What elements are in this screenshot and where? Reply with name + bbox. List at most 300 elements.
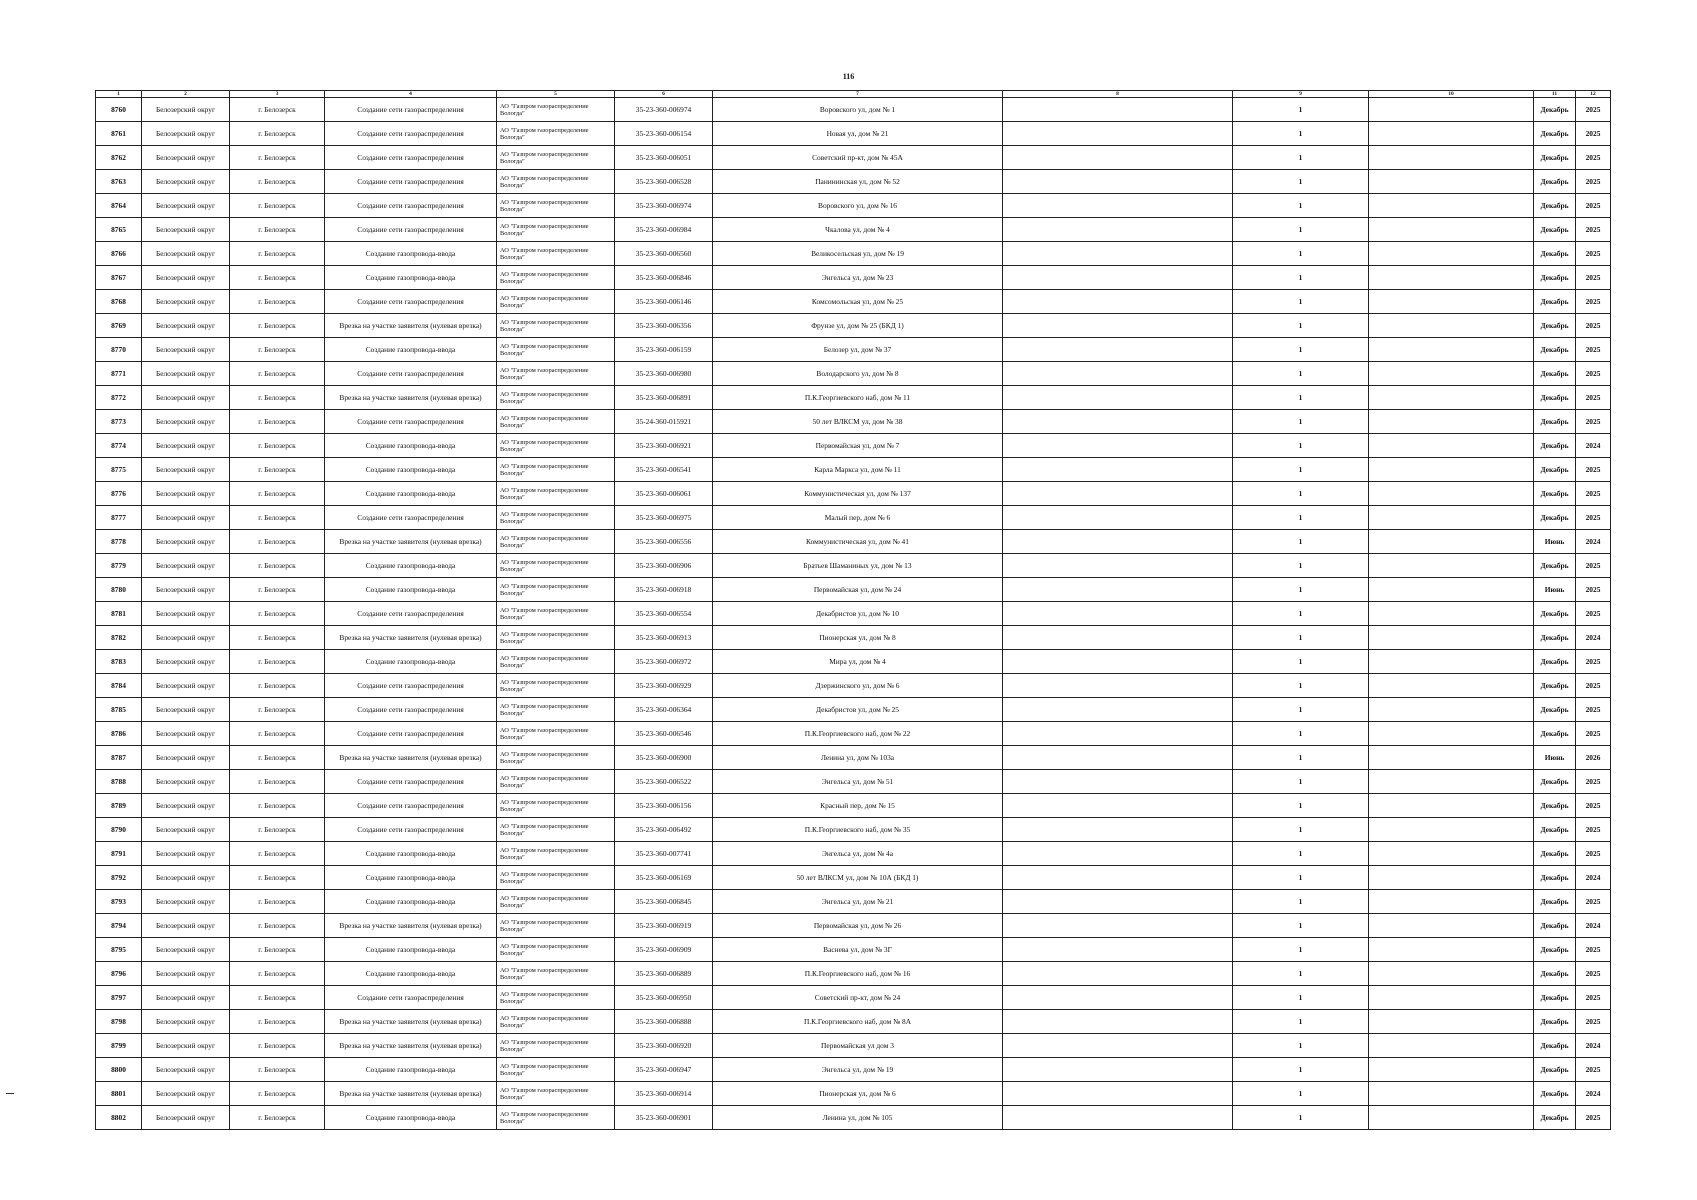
address-cell: Ленина ул, дом № 103а [713, 746, 1003, 770]
row-number-cell: 8788 [96, 770, 142, 794]
row-number-cell: 8789 [96, 794, 142, 818]
address-cell: Панининская ул, дом № 52 [713, 170, 1003, 194]
address-cell: Братьев Шаманиных ул, дом № 13 [713, 554, 1003, 578]
month-cell: Июнь [1534, 746, 1576, 770]
table-row [96, 1034, 1611, 1058]
address-cell: Первомайская ул, дом № 24 [713, 578, 1003, 602]
month-cell: Декабрь [1534, 986, 1576, 1010]
row-number-cell: 8769 [96, 314, 142, 338]
quantity-cell: 1 [1233, 890, 1369, 914]
city-cell: г. Белозерск [230, 770, 325, 794]
empty-cell [1003, 410, 1233, 434]
district-cell: Белозерский округ [142, 242, 230, 266]
month-cell: Декабрь [1534, 650, 1576, 674]
work-type-cell: Создание сети газораспределения [325, 770, 497, 794]
quantity-cell: 1 [1233, 1082, 1369, 1106]
empty-cell [1369, 674, 1534, 698]
quantity-cell: 1 [1233, 170, 1369, 194]
quantity-cell: 1 [1233, 266, 1369, 290]
quantity-cell: 1 [1233, 362, 1369, 386]
empty-cell [1369, 98, 1534, 122]
empty-cell [1003, 1058, 1233, 1082]
district-cell: Белозерский округ [142, 194, 230, 218]
city-cell: г. Белозерск [230, 866, 325, 890]
row-number-cell: 8784 [96, 674, 142, 698]
empty-cell [1369, 194, 1534, 218]
table-row [96, 1106, 1611, 1130]
year-cell: 2024 [1576, 1082, 1611, 1106]
empty-cell [1003, 746, 1233, 770]
empty-cell [1369, 482, 1534, 506]
table-row [96, 410, 1611, 434]
network-owner-cell: АО "Газпром газораспределение Вологда" [497, 746, 615, 770]
quantity-cell: 1 [1233, 650, 1369, 674]
application-id-cell: 35-23-360-006972 [615, 650, 713, 674]
table-row [96, 338, 1611, 362]
address-cell: Пионерская ул, дом № 8 [713, 626, 1003, 650]
application-id-cell: 35-23-360-006560 [615, 242, 713, 266]
district-cell: Белозерский округ [142, 122, 230, 146]
year-cell: 2025 [1576, 818, 1611, 842]
address-cell: Малый пер, дом № 6 [713, 506, 1003, 530]
network-owner-cell: АО "Газпром газораспределение Вологда" [497, 98, 615, 122]
city-cell: г. Белозерск [230, 1106, 325, 1130]
column-number: 8 [1003, 91, 1233, 98]
empty-cell [1369, 1034, 1534, 1058]
table-row [96, 770, 1611, 794]
address-cell: Коммунистическая ул, дом № 41 [713, 530, 1003, 554]
row-number-cell: 8760 [96, 98, 142, 122]
work-type-cell: Создание газопровода-ввода [325, 890, 497, 914]
district-cell: Белозерский округ [142, 506, 230, 530]
network-owner-cell: АО "Газпром газораспределение Вологда" [497, 794, 615, 818]
quantity-cell: 1 [1233, 986, 1369, 1010]
month-cell: Декабрь [1534, 842, 1576, 866]
district-cell: Белозерский округ [142, 314, 230, 338]
city-cell: г. Белозерск [230, 914, 325, 938]
column-number: 3 [230, 91, 325, 98]
table-row [96, 698, 1611, 722]
empty-cell [1003, 1034, 1233, 1058]
empty-cell [1003, 674, 1233, 698]
application-id-cell: 35-23-360-006891 [615, 386, 713, 410]
empty-cell [1369, 986, 1534, 1010]
work-type-cell: Врезка на участке заявителя (нулевая врезка) [325, 746, 497, 770]
city-cell: г. Белозерск [230, 1082, 325, 1106]
application-id-cell: 35-23-360-006918 [615, 578, 713, 602]
table-row [96, 170, 1611, 194]
network-owner-cell: АО "Газпром газораспределение Вологда" [497, 722, 615, 746]
empty-cell [1003, 170, 1233, 194]
empty-cell [1369, 794, 1534, 818]
column-number: 4 [325, 91, 497, 98]
year-cell: 2025 [1576, 1106, 1611, 1130]
network-owner-cell: АО "Газпром газораспределение Вологда" [497, 602, 615, 626]
application-id-cell: 35-23-360-006554 [615, 602, 713, 626]
table-row [96, 386, 1611, 410]
column-number: 9 [1233, 91, 1369, 98]
application-id-cell: 35-23-360-006356 [615, 314, 713, 338]
work-type-cell: Создание газопровода-ввода [325, 938, 497, 962]
address-cell: Первомайская ул, дом № 7 [713, 434, 1003, 458]
city-cell: г. Белозерск [230, 506, 325, 530]
quantity-cell: 1 [1233, 218, 1369, 242]
city-cell: г. Белозерск [230, 122, 325, 146]
work-type-cell: Создание сети газораспределения [325, 698, 497, 722]
table-row [96, 482, 1611, 506]
month-cell: Декабрь [1534, 194, 1576, 218]
address-cell: Коммунистическая ул, дом № 137 [713, 482, 1003, 506]
table-row [96, 506, 1611, 530]
empty-cell [1003, 818, 1233, 842]
table-row [96, 434, 1611, 458]
month-cell: Декабрь [1534, 914, 1576, 938]
table-row [96, 650, 1611, 674]
row-number-cell: 8774 [96, 434, 142, 458]
year-cell: 2024 [1576, 626, 1611, 650]
row-number-cell: 8768 [96, 290, 142, 314]
application-id-cell: 35-23-360-006845 [615, 890, 713, 914]
empty-cell [1003, 506, 1233, 530]
district-cell: Белозерский округ [142, 410, 230, 434]
empty-cell [1003, 842, 1233, 866]
district-cell: Белозерский округ [142, 146, 230, 170]
month-cell: Декабрь [1534, 386, 1576, 410]
city-cell: г. Белозерск [230, 194, 325, 218]
empty-cell [1003, 722, 1233, 746]
network-owner-cell: АО "Газпром газораспределение Вологда" [497, 122, 615, 146]
network-owner-cell: АО "Газпром газораспределение Вологда" [497, 338, 615, 362]
row-number-cell: 8775 [96, 458, 142, 482]
month-cell: Декабрь [1534, 554, 1576, 578]
year-cell: 2025 [1576, 674, 1611, 698]
table-row [96, 242, 1611, 266]
column-number: 1 [96, 91, 142, 98]
month-cell: Декабрь [1534, 818, 1576, 842]
city-cell: г. Белозерск [230, 986, 325, 1010]
empty-cell [1369, 218, 1534, 242]
table-row [96, 962, 1611, 986]
work-type-cell: Создание газопровода-ввода [325, 866, 497, 890]
district-cell: Белозерский округ [142, 770, 230, 794]
empty-cell [1369, 770, 1534, 794]
empty-cell [1369, 1106, 1534, 1130]
application-id-cell: 35-23-360-006913 [615, 626, 713, 650]
city-cell: г. Белозерск [230, 386, 325, 410]
empty-cell [1369, 746, 1534, 770]
empty-cell [1369, 842, 1534, 866]
application-id-cell: 35-23-360-006900 [615, 746, 713, 770]
month-cell: Декабрь [1534, 362, 1576, 386]
empty-cell [1003, 434, 1233, 458]
year-cell: 2025 [1576, 794, 1611, 818]
city-cell: г. Белозерск [230, 362, 325, 386]
city-cell: г. Белозерск [230, 1010, 325, 1034]
city-cell: г. Белозерск [230, 266, 325, 290]
address-cell: Воровского ул, дом № 16 [713, 194, 1003, 218]
table-row [96, 578, 1611, 602]
address-cell: Чкалова ул, дом № 4 [713, 218, 1003, 242]
network-owner-cell: АО "Газпром газораспределение Вологда" [497, 314, 615, 338]
work-type-cell: Создание газопровода-ввода [325, 554, 497, 578]
table-row [96, 602, 1611, 626]
table-row [96, 530, 1611, 554]
network-owner-cell: АО "Газпром газораспределение Вологда" [497, 218, 615, 242]
year-cell: 2025 [1576, 578, 1611, 602]
empty-cell [1003, 1010, 1233, 1034]
work-type-cell: Создание сети газораспределения [325, 170, 497, 194]
empty-cell [1369, 170, 1534, 194]
application-id-cell: 35-23-360-006975 [615, 506, 713, 530]
empty-cell [1003, 770, 1233, 794]
year-cell: 2025 [1576, 698, 1611, 722]
quantity-cell: 1 [1233, 698, 1369, 722]
city-cell: г. Белозерск [230, 938, 325, 962]
row-number-cell: 8779 [96, 554, 142, 578]
quantity-cell: 1 [1233, 626, 1369, 650]
month-cell: Декабрь [1534, 410, 1576, 434]
empty-cell [1003, 314, 1233, 338]
month-cell: Декабрь [1534, 506, 1576, 530]
address-cell: Воровского ул, дом № 1 [713, 98, 1003, 122]
city-cell: г. Белозерск [230, 338, 325, 362]
network-owner-cell: АО "Газпром газораспределение Вологда" [497, 1010, 615, 1034]
district-cell: Белозерский округ [142, 938, 230, 962]
empty-cell [1369, 938, 1534, 962]
network-owner-cell: АО "Газпром газораспределение Вологда" [497, 1106, 615, 1130]
month-cell: Декабрь [1534, 794, 1576, 818]
district-cell: Белозерский округ [142, 1010, 230, 1034]
year-cell: 2025 [1576, 146, 1611, 170]
empty-cell [1369, 458, 1534, 482]
year-cell: 2025 [1576, 242, 1611, 266]
empty-cell [1003, 626, 1233, 650]
month-cell: Декабрь [1534, 890, 1576, 914]
row-number-cell: 8781 [96, 602, 142, 626]
work-type-cell: Создание газопровода-ввода [325, 650, 497, 674]
network-owner-cell: АО "Газпром газораспределение Вологда" [497, 1034, 615, 1058]
row-number-cell: 8772 [96, 386, 142, 410]
network-owner-cell: АО "Газпром газораспределение Вологда" [497, 938, 615, 962]
quantity-cell: 1 [1233, 962, 1369, 986]
table-row [96, 146, 1611, 170]
application-id-cell: 35-23-360-006889 [615, 962, 713, 986]
month-cell: Декабрь [1534, 170, 1576, 194]
table-row [96, 1010, 1611, 1034]
application-id-cell: 35-23-360-006528 [615, 170, 713, 194]
empty-cell [1003, 194, 1233, 218]
year-cell: 2024 [1576, 914, 1611, 938]
table-row [96, 626, 1611, 650]
year-cell: 2025 [1576, 962, 1611, 986]
work-type-cell: Создание газопровода-ввода [325, 1058, 497, 1082]
city-cell: г. Белозерск [230, 674, 325, 698]
district-cell: Белозерский округ [142, 722, 230, 746]
application-id-cell: 35-23-360-006947 [615, 1058, 713, 1082]
work-type-cell: Создание сети газораспределения [325, 818, 497, 842]
district-cell: Белозерский округ [142, 650, 230, 674]
address-cell: Володарского ул, дом № 8 [713, 362, 1003, 386]
empty-cell [1369, 314, 1534, 338]
row-number-cell: 8771 [96, 362, 142, 386]
district-cell: Белозерский округ [142, 1082, 230, 1106]
quantity-cell: 1 [1233, 386, 1369, 410]
empty-cell [1003, 386, 1233, 410]
year-cell: 2026 [1576, 746, 1611, 770]
table-row [96, 818, 1611, 842]
application-id-cell: 35-23-360-006846 [615, 266, 713, 290]
quantity-cell: 1 [1233, 122, 1369, 146]
network-owner-cell: АО "Газпром газораспределение Вологда" [497, 458, 615, 482]
application-id-cell: 35-23-360-006919 [615, 914, 713, 938]
month-cell: Июнь [1534, 530, 1576, 554]
row-number-cell: 8801 [96, 1082, 142, 1106]
year-cell: 2025 [1576, 554, 1611, 578]
district-cell: Белозерский округ [142, 842, 230, 866]
district-cell: Белозерский округ [142, 626, 230, 650]
address-cell: Первомайская ул дом 3 [713, 1034, 1003, 1058]
city-cell: г. Белозерск [230, 722, 325, 746]
network-owner-cell: АО "Газпром газораспределение Вологда" [497, 410, 615, 434]
table-row [96, 314, 1611, 338]
empty-cell [1369, 818, 1534, 842]
empty-cell [1369, 266, 1534, 290]
year-cell: 2025 [1576, 314, 1611, 338]
empty-cell [1003, 890, 1233, 914]
network-owner-cell: АО "Газпром газораспределение Вологда" [497, 146, 615, 170]
row-number-cell: 8782 [96, 626, 142, 650]
quantity-cell: 1 [1233, 434, 1369, 458]
empty-cell [1369, 1058, 1534, 1082]
quantity-cell: 1 [1233, 554, 1369, 578]
table-row [96, 890, 1611, 914]
month-cell: Декабрь [1534, 626, 1576, 650]
application-id-cell: 35-23-360-006364 [615, 698, 713, 722]
row-number-cell: 8786 [96, 722, 142, 746]
empty-cell [1369, 386, 1534, 410]
work-type-cell: Создание сети газораспределения [325, 194, 497, 218]
city-cell: г. Белозерск [230, 818, 325, 842]
quantity-cell: 1 [1233, 722, 1369, 746]
row-number-cell: 8780 [96, 578, 142, 602]
network-owner-cell: АО "Газпром газораспределение Вологда" [497, 506, 615, 530]
application-id-cell: 35-23-360-006492 [615, 818, 713, 842]
application-id-cell: 35-23-360-006546 [615, 722, 713, 746]
empty-cell [1369, 362, 1534, 386]
address-cell: Энгельса ул, дом № 21 [713, 890, 1003, 914]
empty-cell [1369, 242, 1534, 266]
row-number-cell: 8796 [96, 962, 142, 986]
column-number: 7 [713, 91, 1003, 98]
application-id-cell: 35-23-360-006974 [615, 98, 713, 122]
year-cell: 2025 [1576, 458, 1611, 482]
network-owner-cell: АО "Газпром газораспределение Вологда" [497, 1058, 615, 1082]
empty-cell [1003, 554, 1233, 578]
data-table [95, 90, 1611, 1130]
application-id-cell: 35-23-360-006541 [615, 458, 713, 482]
city-cell: г. Белозерск [230, 698, 325, 722]
year-cell: 2025 [1576, 338, 1611, 362]
quantity-cell: 1 [1233, 1010, 1369, 1034]
year-cell: 2025 [1576, 650, 1611, 674]
application-id-cell: 35-23-360-006901 [615, 1106, 713, 1130]
application-id-cell: 35-23-360-006906 [615, 554, 713, 578]
year-cell: 2025 [1576, 986, 1611, 1010]
month-cell: Декабрь [1534, 1082, 1576, 1106]
city-cell: г. Белозерск [230, 146, 325, 170]
network-owner-cell: АО "Газпром газораспределение Вологда" [497, 362, 615, 386]
city-cell: г. Белозерск [230, 170, 325, 194]
application-id-cell: 35-23-360-006974 [615, 194, 713, 218]
column-number-row [96, 91, 1611, 98]
quantity-cell: 1 [1233, 314, 1369, 338]
district-cell: Белозерский округ [142, 482, 230, 506]
work-type-cell: Создание газопровода-ввода [325, 458, 497, 482]
address-cell: Мира ул, дом № 4 [713, 650, 1003, 674]
month-cell: Декабрь [1534, 98, 1576, 122]
city-cell: г. Белозерск [230, 530, 325, 554]
empty-cell [1003, 458, 1233, 482]
network-owner-cell: АО "Газпром газораспределение Вологда" [497, 290, 615, 314]
address-cell: П.К.Георгиевского наб, дом № 35 [713, 818, 1003, 842]
city-cell: г. Белозерск [230, 98, 325, 122]
empty-cell [1003, 338, 1233, 362]
network-owner-cell: АО "Газпром газораспределение Вологда" [497, 914, 615, 938]
city-cell: г. Белозерск [230, 482, 325, 506]
row-number-cell: 8763 [96, 170, 142, 194]
empty-cell [1369, 698, 1534, 722]
district-cell: Белозерский округ [142, 98, 230, 122]
year-cell: 2025 [1576, 1010, 1611, 1034]
empty-cell [1369, 650, 1534, 674]
table-row [96, 938, 1611, 962]
address-cell: Энгельса ул, дом № 4а [713, 842, 1003, 866]
table-row [96, 458, 1611, 482]
year-cell: 2024 [1576, 866, 1611, 890]
district-cell: Белозерский округ [142, 1106, 230, 1130]
address-cell: Пионерская ул, дом № 6 [713, 1082, 1003, 1106]
address-cell: Декабристов ул, дом № 25 [713, 698, 1003, 722]
empty-cell [1003, 266, 1233, 290]
table-row [96, 554, 1611, 578]
empty-cell [1369, 530, 1534, 554]
year-cell: 2025 [1576, 1058, 1611, 1082]
quantity-cell: 1 [1233, 938, 1369, 962]
district-cell: Белозерский округ [142, 362, 230, 386]
district-cell: Белозерский округ [142, 554, 230, 578]
table-row [96, 866, 1611, 890]
month-cell: Декабрь [1534, 458, 1576, 482]
empty-cell [1369, 914, 1534, 938]
quantity-cell: 1 [1233, 146, 1369, 170]
year-cell: 2024 [1576, 1034, 1611, 1058]
row-number-cell: 8765 [96, 218, 142, 242]
month-cell: Декабрь [1534, 482, 1576, 506]
empty-cell [1003, 122, 1233, 146]
year-cell: 2025 [1576, 362, 1611, 386]
month-cell: Декабрь [1534, 266, 1576, 290]
empty-cell [1369, 626, 1534, 650]
column-number: 2 [142, 91, 230, 98]
quantity-cell: 1 [1233, 770, 1369, 794]
work-type-cell: Создание газопровода-ввода [325, 242, 497, 266]
address-cell: Энгельса ул, дом № 23 [713, 266, 1003, 290]
table-row [96, 290, 1611, 314]
address-cell: Комсомольская ул, дом № 25 [713, 290, 1003, 314]
district-cell: Белозерский округ [142, 1058, 230, 1082]
table-row [96, 1058, 1611, 1082]
quantity-cell: 1 [1233, 410, 1369, 434]
